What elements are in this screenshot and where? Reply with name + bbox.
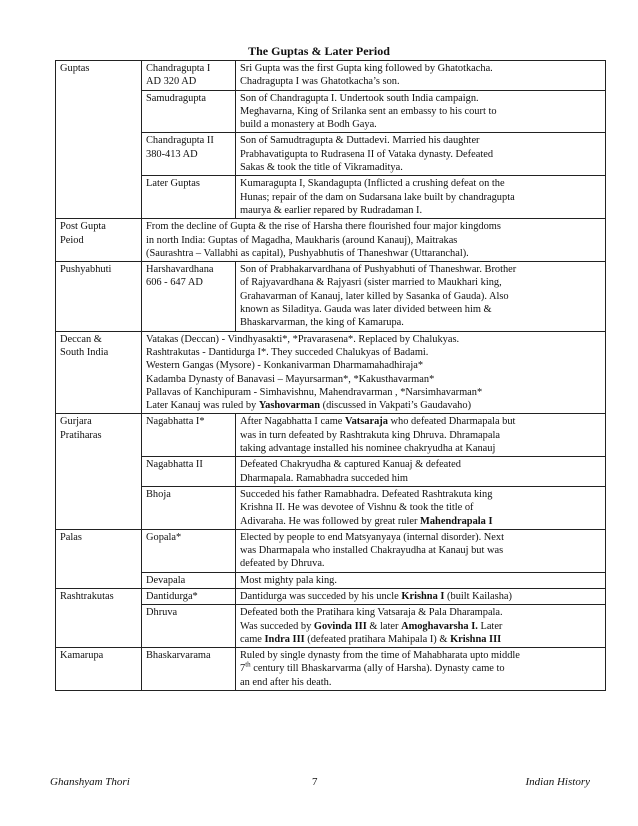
ruler-cell <box>142 61 236 91</box>
dynasty-name: Kamarupa <box>60 650 104 662</box>
description-line: Defeated both the Pratihara king Vatsaraja & Pala Dharampala. <box>240 607 503 619</box>
table-row <box>56 262 606 331</box>
description-line: build a monastery at Bodh Gaya. <box>240 119 377 131</box>
text-run: Dantidurga was succeded by his uncle <box>240 590 402 602</box>
page-number: 7 <box>312 776 318 788</box>
dynasty-name: Palas <box>60 531 82 543</box>
dynasty-name: Pratiharas <box>60 429 102 441</box>
dynasty-name: Gurjara <box>60 416 92 428</box>
dynasty-cell <box>56 219 142 262</box>
ruler-cell <box>142 262 236 331</box>
description-line: Prabhavatigupta to Rudrasena II of Vataka dynasty. Defeated <box>240 148 494 160</box>
description-line: was in turn defeated by Rashtrakuta king Dhruva. Dhramapala <box>240 429 500 441</box>
description-cell <box>142 331 606 414</box>
description-line: Son of Samudtragupta & Duttadevi. Married his daughter <box>240 135 480 147</box>
superscript: th <box>245 661 251 669</box>
description-cell <box>236 457 606 487</box>
ruler-highlight: Amoghavarsha I. <box>401 620 478 632</box>
description-cell <box>236 133 606 176</box>
text-run: (built Kailasha) <box>444 590 512 602</box>
ruler-name: Later Guptas <box>146 178 200 190</box>
ruler-cell <box>142 588 236 604</box>
ruler-name: Gopala* <box>146 531 182 543</box>
description-line: taking advantage installed his nominee chakryudha at Kanauj <box>240 443 496 455</box>
table-row <box>56 648 606 691</box>
ruler-period: 380-413 AD <box>146 148 198 160</box>
text-run: Was succeded by <box>240 620 314 632</box>
dynasty-name: Post Gupta <box>60 221 106 233</box>
ruler-name: Chandragupta I <box>146 63 211 74</box>
text-run: century till Bhaskarvarma (ally of Harsha). Dynasty came to <box>250 663 505 675</box>
ruler-name: Nagabhatta I* <box>146 416 205 428</box>
ruler-highlight: Krishna I <box>401 590 445 602</box>
history-table <box>55 60 606 691</box>
text-run: Later Kanauj was ruled by <box>146 400 259 412</box>
description-line <box>240 633 601 646</box>
ruler-highlight: Govinda III <box>313 620 367 632</box>
description-line: Dharmapala. Ramabhadra succeded him <box>240 472 408 484</box>
description-line: an end after his death. <box>240 676 332 688</box>
description-line <box>240 662 601 675</box>
description-line: Bhaskarvarman, the king of Kamarupa. <box>240 317 404 329</box>
dynasty-cell <box>56 648 142 691</box>
ruler-name: Harshavardhana <box>146 264 214 276</box>
description-line: Meghavarna, King of Srilanka sent an embassy to his court to <box>240 105 497 117</box>
description-line: Sakas & took the title of Vikramaditya. <box>240 162 403 174</box>
page-title: The Guptas & Later Period <box>248 44 390 58</box>
description-line: defeated by Dhruva. <box>240 558 325 570</box>
text-run: Adivaraha. He was followed by great ruler <box>240 515 421 527</box>
ruler-highlight: Indra III <box>264 633 305 645</box>
description-line: Elected by people to end Matsyanyaya (internal disorder). Next <box>240 531 505 543</box>
description-line: Son of Prabhakarvardhana of Pushyabhuti of Thaneshwar. Brother <box>240 264 517 276</box>
ruler-cell <box>142 486 236 529</box>
text-run: who defeated Dharmapala but <box>387 416 516 428</box>
dynasty-name: Deccan & <box>60 333 102 345</box>
ruler-cell <box>142 133 236 176</box>
dynasty-name: Peiod <box>60 234 84 246</box>
dynasty-cell <box>56 331 142 414</box>
description-cell <box>236 572 606 588</box>
description-line: Succeded his father Ramabhadra. Defeated Rashtrakuta king <box>240 488 493 500</box>
description-line: Kumaragupta I, Skandagupta (Inflicted a crushing defeat on the <box>240 178 505 190</box>
ruler-cell <box>142 572 236 588</box>
description-line: was Dharmapala who installed Chakrayudha at Kanauj but was <box>240 545 504 557</box>
ruler-name: Bhoja <box>146 488 171 500</box>
ruler-cell <box>142 176 236 219</box>
description-cell <box>236 529 606 572</box>
ruler-cell <box>142 529 236 572</box>
ruler-cell <box>142 605 236 648</box>
description-cell <box>236 588 606 604</box>
description-line: Sri Gupta was the first Gupta king followed by Ghatotkacha. <box>240 63 493 74</box>
description-line: Most mighty pala king. <box>240 574 337 586</box>
description-line: Hunas; repair of the dam on Sudarsana lake built by chandragupta <box>240 191 515 203</box>
description-line: Vatakas (Deccan) - Vindhyasakti*, *Pravarasena*. Replaced by Chalukyas. <box>146 333 460 345</box>
description-cell <box>236 176 606 219</box>
ruler-cell <box>142 457 236 487</box>
description-line: Son of Chandragupta I. Undertook south India campaign. <box>240 92 479 104</box>
dynasty-cell <box>56 262 142 331</box>
text-run: (discussed in Vakpati’s Gaudavaho) <box>320 400 472 412</box>
description-cell <box>236 61 606 91</box>
dynasty-name: Rashtrakutas <box>60 590 114 602</box>
description-line: maurya & earlier repared by Rudradaman I. <box>240 204 423 216</box>
ruler-cell <box>142 414 236 457</box>
description-line: in north India: Guptas of Magadha, Maukharis (around Kanauj), Maitrakas <box>146 234 458 246</box>
footer-subject: Indian History <box>525 776 590 788</box>
description-line: Ruled by single dynasty from the time of Mahabharata upto middle <box>240 650 520 662</box>
description-line: Western Gangas (Mysore) - Konkanivarman Dharmamahadhiraja* <box>146 360 424 372</box>
ruler-name: Bhaskarvarama <box>146 650 211 662</box>
dynasty-name: Pushyabhuti <box>60 264 112 276</box>
description-line: From the decline of Gupta & the rise of Harsha there flourished four major kingdoms <box>146 221 501 233</box>
table-row <box>56 588 606 604</box>
description-line <box>240 620 601 633</box>
ruler-cell <box>142 648 236 691</box>
text-run: 7 <box>240 663 246 675</box>
dynasty-cell <box>56 529 142 588</box>
description-line: Pallavas of Kanchipuram - Simhavishnu, Mahendravarman , *Narsimhavarman* <box>146 386 483 398</box>
dynasty-name: Guptas <box>60 63 90 74</box>
ruler-name: Dhruva <box>146 607 178 619</box>
description-line: Grahavarman of Kanauj, later killed by Sasanka of Gauda). Also <box>240 290 509 302</box>
description-line <box>240 415 601 428</box>
description-line: Kadamba Dynasty of Banavasi – Mayursarman*, *Kakusthavarman* <box>146 373 435 385</box>
ruler-name: Samudragupta <box>146 92 207 104</box>
text-run: (defeated pratihara Mahipala I) & <box>304 633 451 645</box>
text-run: & later <box>366 620 402 632</box>
ruler-highlight: Mahendrapala I <box>420 515 493 527</box>
table-row <box>56 331 606 414</box>
description-cell <box>142 219 606 262</box>
description-line: known as Siladitya. Gauda was later divided between him & <box>240 304 492 316</box>
dynasty-cell <box>56 588 142 647</box>
description-line: Rashtrakutas - Dantidurga I*. They succeded Chalukyas of Badami. <box>146 346 429 358</box>
ruler-highlight: Yashovarman <box>258 400 321 412</box>
ruler-period: 606 - 647 AD <box>146 277 203 289</box>
description-cell <box>236 648 606 691</box>
description-line <box>146 399 601 412</box>
dynasty-name: South India <box>60 346 109 358</box>
ruler-name: Nagabhatta II <box>146 459 203 471</box>
description-cell <box>236 90 606 133</box>
description-line: Chadragupta I was Ghatotkacha’s son. <box>240 76 400 88</box>
description-cell <box>236 414 606 457</box>
text-run: came <box>240 633 265 645</box>
text-run: After Nagabhatta I came <box>240 416 346 428</box>
ruler-cell <box>142 90 236 133</box>
ruler-name: Devapala <box>146 574 186 586</box>
table-row <box>56 529 606 572</box>
description-cell <box>236 262 606 331</box>
footer-author: Ghanshyam Thori <box>50 776 130 788</box>
ruler-name: Dantidurga* <box>146 590 198 602</box>
description-line <box>240 515 601 528</box>
description-line: (Saurashtra – Vallabhi as capital), Pushyabhutis of Thaneshwar (Uttaranchal). <box>146 247 469 259</box>
description-line <box>240 590 601 603</box>
ruler-highlight: Vatsaraja <box>345 416 388 428</box>
dynasty-cell <box>56 61 142 219</box>
text-run: Later <box>477 620 503 632</box>
ruler-name: Chandragupta II <box>146 135 214 147</box>
ruler-period: AD 320 AD <box>146 76 197 88</box>
dynasty-cell <box>56 414 142 529</box>
description-cell <box>236 486 606 529</box>
table-row <box>56 414 606 457</box>
description-line: Defeated Chakryudha & captured Kanuaj & defeated <box>240 459 461 471</box>
ruler-highlight: Krishna III <box>450 633 502 645</box>
description-line: of Rajyavardhana & Rajyasri (sister married to Maukhari king, <box>240 277 502 289</box>
table-row <box>56 219 606 262</box>
description-cell <box>236 605 606 648</box>
table-row <box>56 61 606 91</box>
description-line: Krishna II. He was devotee of Vishnu & took the title of <box>240 502 474 514</box>
